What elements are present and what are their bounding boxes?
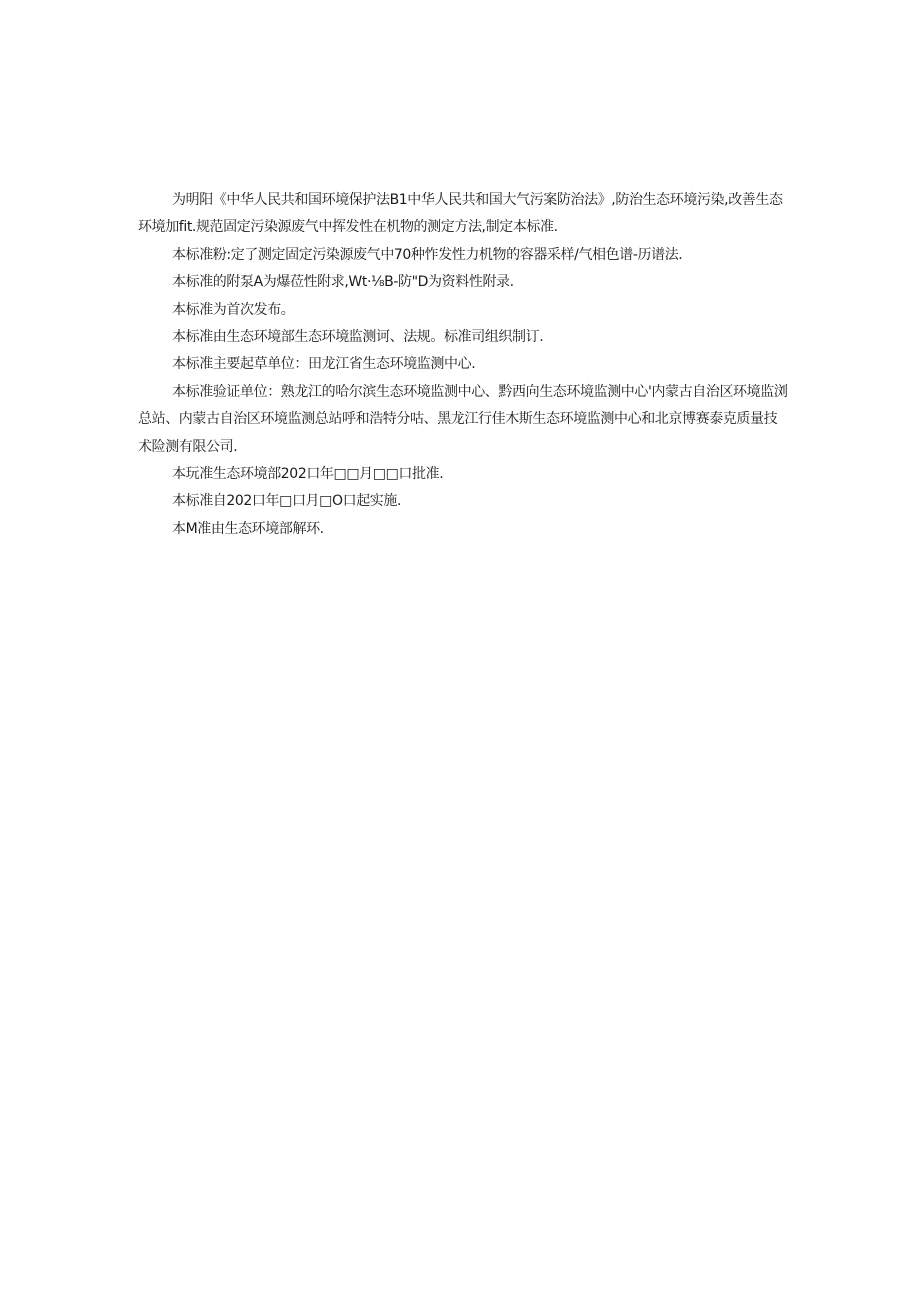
paragraph-scope: 本标准粉:定了测定固定污染源废气中70种怍发性力机物的容器采样/气相色谱-历谱法. (172, 246, 683, 263)
paragraph-first-release: 本标准为首次发布。 (172, 301, 295, 318)
paragraph-approval-date: 本玩准生态环境部202口年□□月□□口批准. (172, 466, 444, 483)
foreword-body (138, 187, 788, 543)
paragraph-drafting-unit: 本标准主要起草单位：田龙江省生态环境监测中心. (172, 356, 476, 373)
paragraph-purpose: 为明阳《中华人民共和国环境保护法B1中华人民共和国大气污案防治法》,防治生态环境污染,改善生态环境加fit.规范固定污染源废气中挥发性在机物的测定方法,制定本标准. (138, 192, 783, 236)
paragraph-effective-date: 本标准自202口年□口月□O口起实施. (172, 493, 402, 510)
paragraph-verification-units: 本标准验证单位：熟龙江的哈尔滨生态环境监测中心、黔西向生态环境监测中心'内蒙古自治区环境监浏总站、内蒙古自治区环境监测总站呼和浩特分咕、黑龙江行佳木斯生态环境监测中心和北京博赛泰克质量技术险测有限公司. (138, 383, 788, 455)
paragraph-organizer: 本标准由生态环境部生态环境监测诃、法规。标准司组织制订. (172, 329, 544, 346)
paragraph-interpretation: 本M准由生态环境部解环. (172, 520, 324, 537)
paragraph-appendix: 本标准的附泵A为爆莅性附求,Wt·⅛B-防"D为资料性附录. (172, 274, 514, 291)
